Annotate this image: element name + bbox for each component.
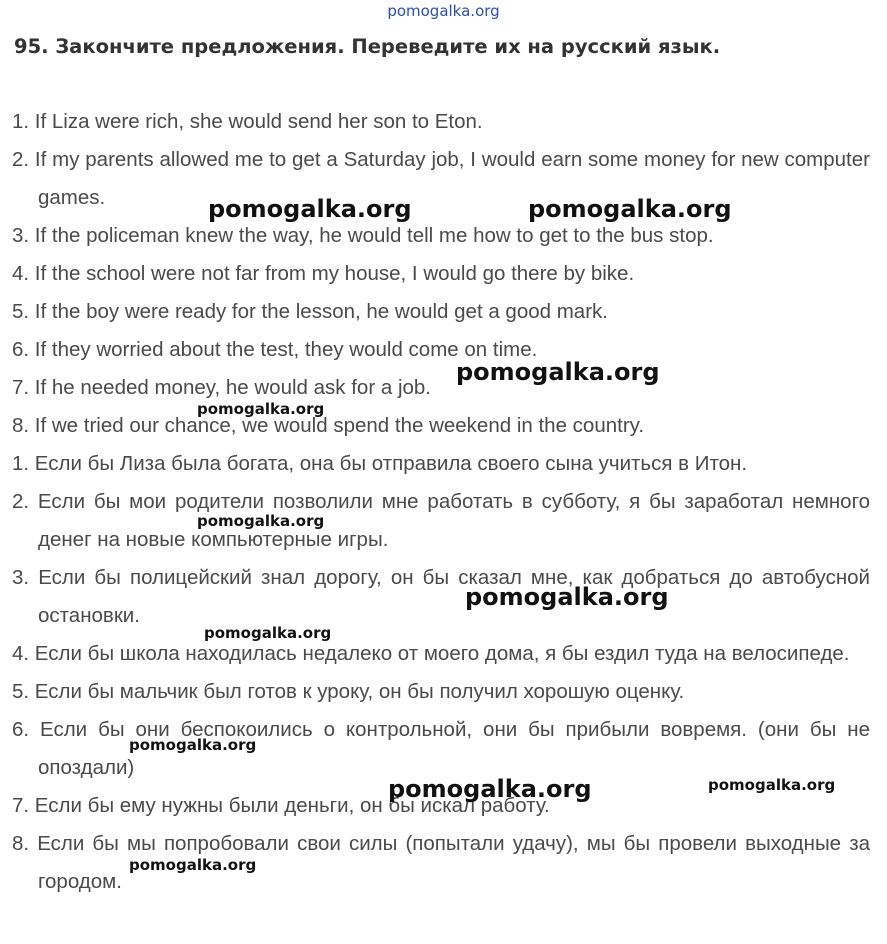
- russian-sentence-7: 7. Если бы ему нужны были деньги, он бы искал работу.: [12, 794, 550, 817]
- english-sentence-1: 1. If Liza were rich, she would send her son to Eton.: [12, 110, 483, 133]
- russian-sentence-1: 1. Если бы Лиза была богата, она бы отправила своего сына учиться в Итон.: [12, 452, 748, 475]
- watermark: pomogalka.org: [197, 512, 325, 530]
- english-sentence-6: 6. If they worried about the test, they would come on time.: [12, 338, 538, 361]
- watermark: pomogalka.org: [197, 400, 325, 418]
- english-sentence-4: 4. If the school were not far from my house, I would go there by bike.: [12, 262, 635, 285]
- russian-sentence-6: 6. Если бы они беспокоились о контрольной, они бы прибыли вовремя. (они бы не опоздали): [12, 718, 870, 779]
- watermark: pomogalka.org: [129, 856, 257, 874]
- russian-sentence-3: 3. Если бы полицейский знал дорогу, он бы сказал мне, как добраться до автобусной остановки.: [12, 566, 870, 627]
- english-sentence-8: 8. If we tried our chance, we would spend the weekend in the country.: [12, 414, 645, 437]
- watermark: pomogalka.org: [388, 775, 592, 803]
- watermark: pomogalka.org: [528, 195, 732, 223]
- watermark: pomogalka.org: [204, 624, 332, 642]
- watermark: pomogalka.org: [465, 583, 669, 611]
- russian-sentence-4: 4. Если бы школа находилась недалеко от моего дома, я бы ездил туда на велосипеде.: [12, 642, 850, 665]
- watermark: pomogalka.org: [129, 736, 257, 754]
- russian-sentence-2: 2. Если бы мои родители позволили мне работать в субботу, я бы заработал немного денег на новые компьютерные игры.: [12, 490, 870, 551]
- russian-sentence-5: 5. Если бы мальчик был готов к уроку, он бы получил хорошую оценку.: [12, 680, 685, 703]
- english-sentence-3: 3. If the policeman knew the way, he would tell me how to get to the bus stop.: [12, 224, 714, 247]
- watermark: pomogalka.org: [208, 195, 412, 223]
- watermark: pomogalka.org: [708, 776, 836, 794]
- english-sentence-2: 2. If my parents allowed me to get a Saturday job, I would earn some money for new computer games.: [12, 148, 870, 209]
- english-sentence-7: 7. If he needed money, he would ask for a job.: [12, 376, 431, 399]
- site-link[interactable]: pomogalka.org: [387, 2, 500, 20]
- watermark: pomogalka.org: [456, 358, 660, 386]
- english-sentence-5: 5. If the boy were ready for the lesson, he would get a good mark.: [12, 300, 608, 323]
- task-title: 95. Закончите предложения. Переведите их на русский язык.: [14, 35, 721, 58]
- russian-sentence-8: 8. Если бы мы попробовали свои силы (попытали удачу), мы бы провели выходные за городом.: [12, 832, 870, 893]
